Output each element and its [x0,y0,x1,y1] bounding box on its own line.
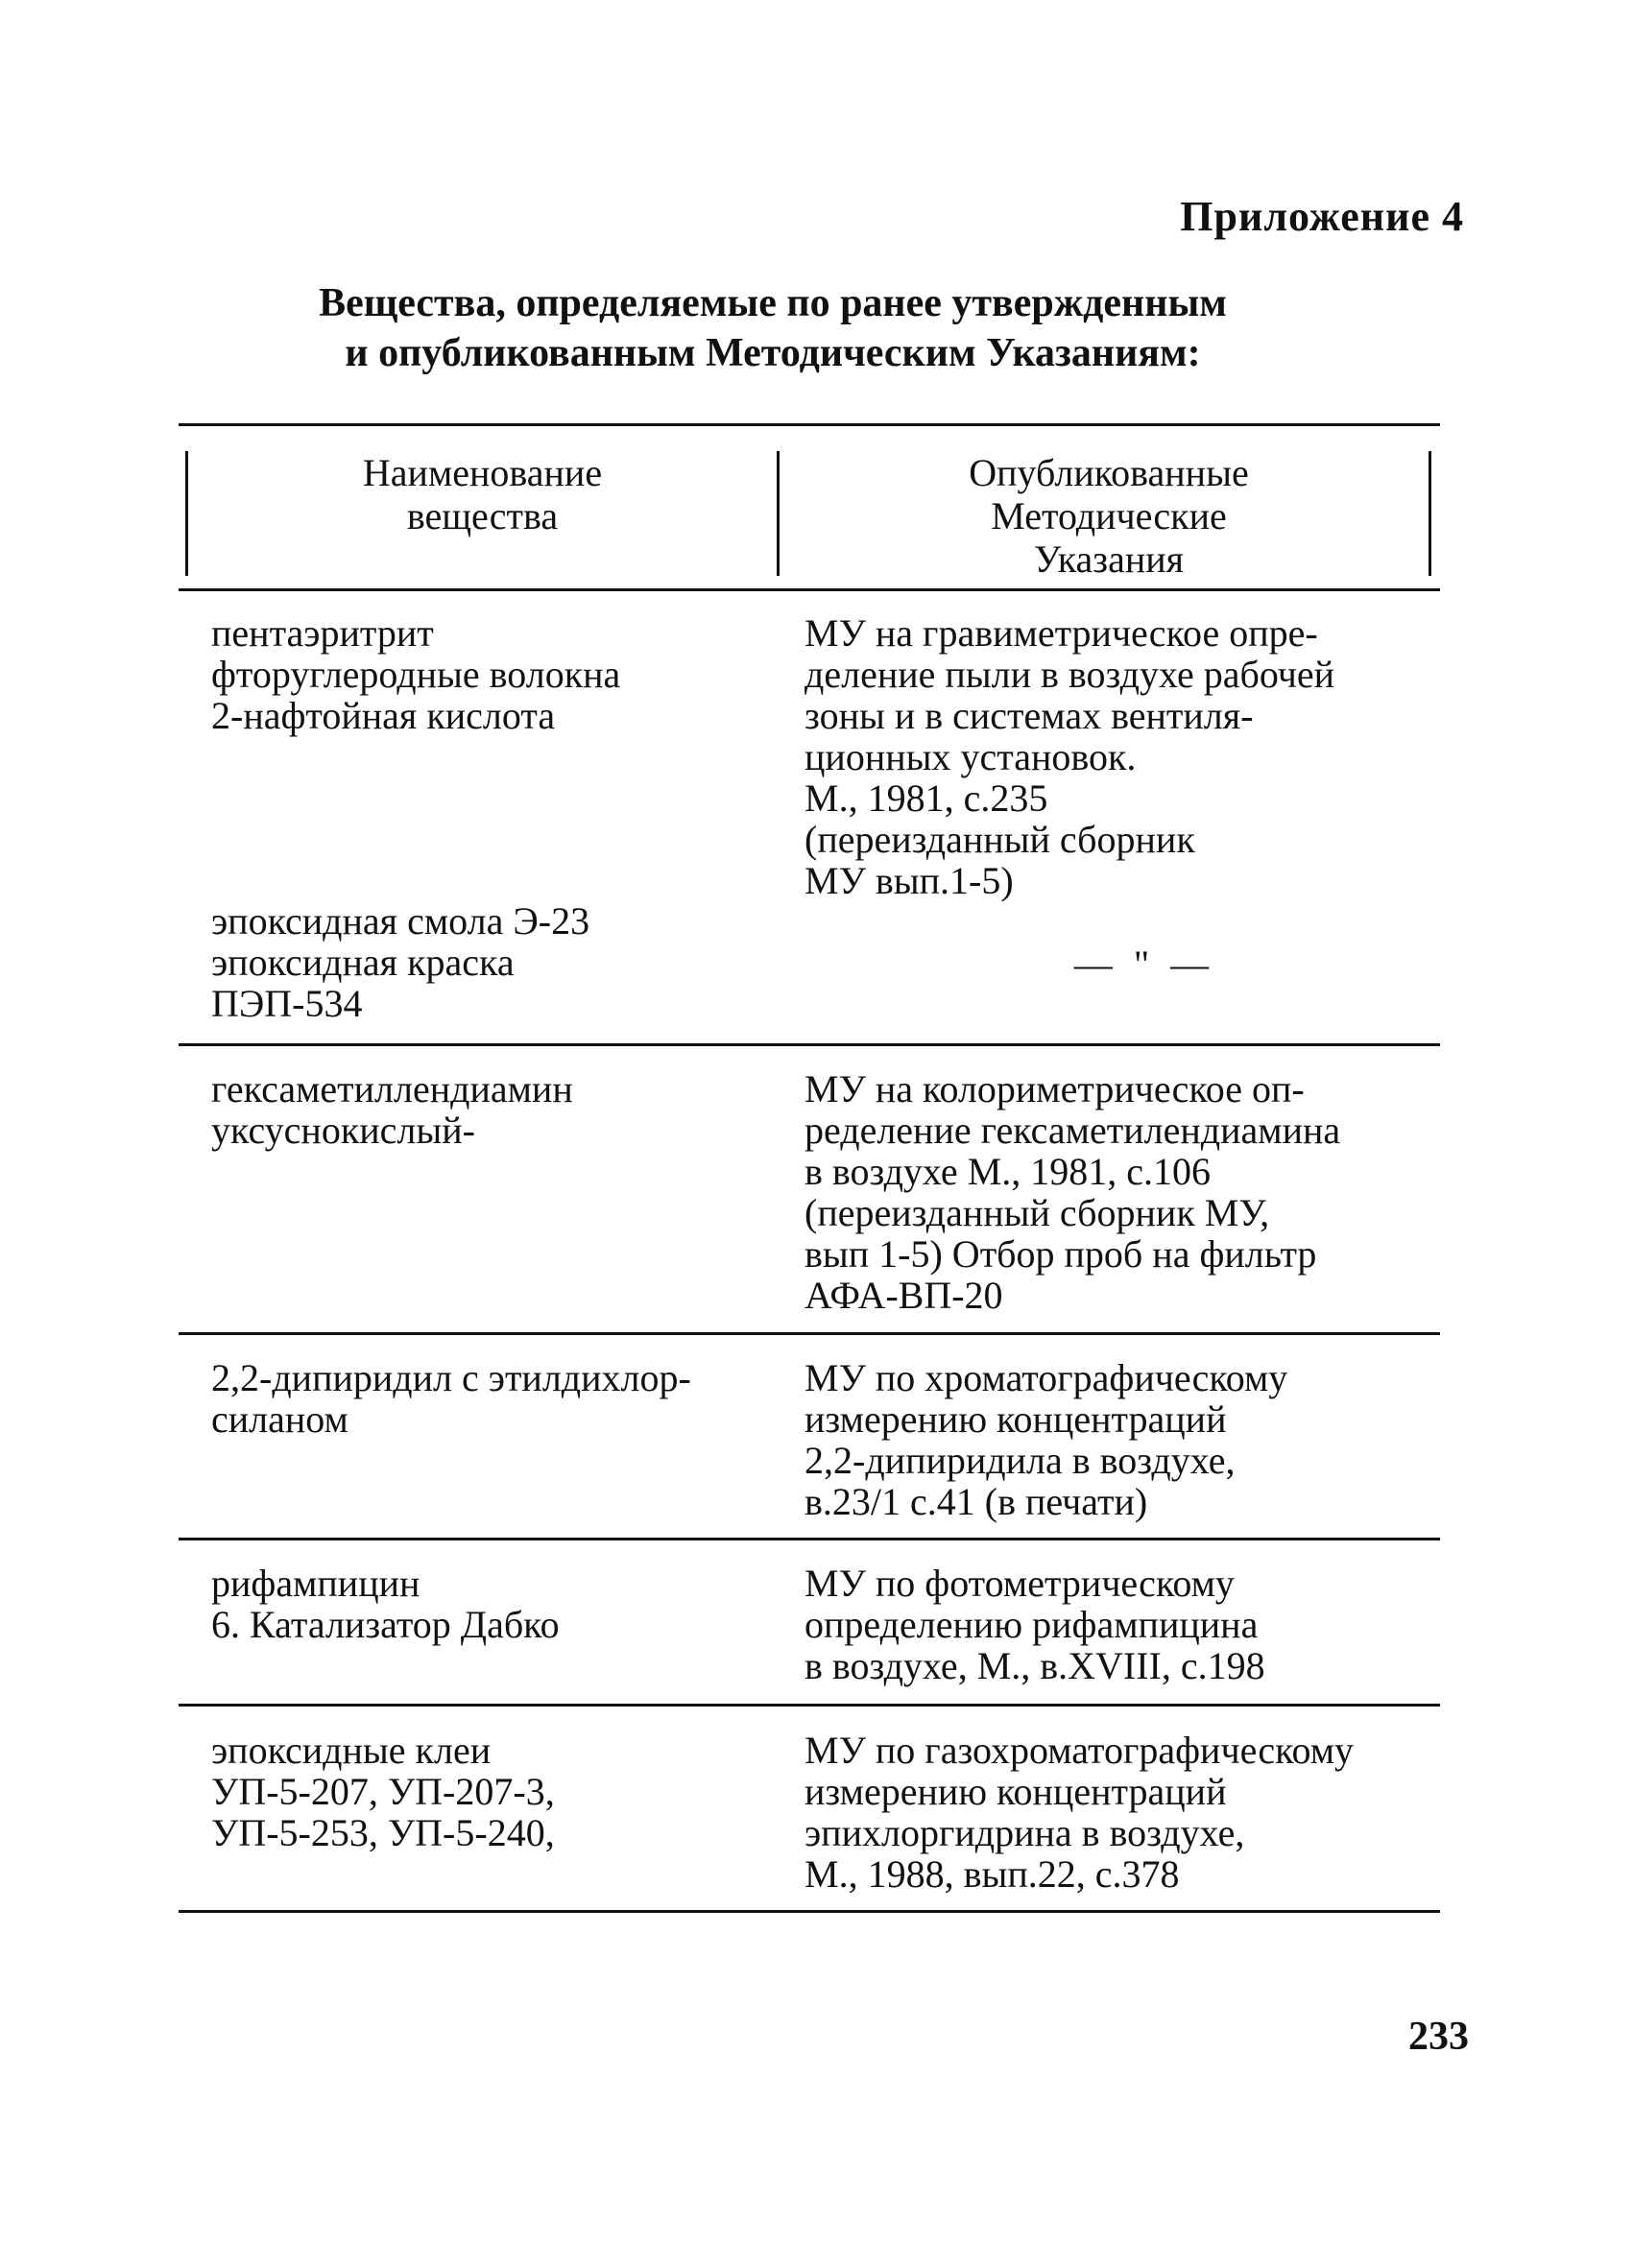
header-middle-bar [777,451,780,576]
row-divider [179,1043,1440,1046]
row-4-method [804,1563,1457,1686]
method-line: МУ по хроматографическому [804,1356,1288,1399]
row-3-method [804,1357,1457,1522]
row-1-substances [211,612,768,736]
row-1-method [804,612,1457,901]
method-line: деление пыли в воздухе рабочей [804,653,1335,696]
substance-line: УП-5-207, УП-207-3, [211,1770,555,1813]
method-line: измерению концентраций [804,1770,1227,1813]
title-line-1: Вещества, определяемые по ранее утвержденным [319,281,1227,325]
title-line-2: и опубликованным Методическим Указаниям: [345,331,1201,375]
page-title [221,278,1325,378]
method-line: (переизданный сборник МУ, [804,1191,1270,1234]
method-line: в воздухе М., 1981, с.106 [804,1150,1212,1193]
substance-line: уксуснокислый- [211,1109,475,1152]
method-line: определению рифампицина [804,1603,1259,1646]
method-line: 2,2-дипиридила в воздухе, [804,1439,1236,1482]
row-3-substances [211,1357,768,1440]
method-line: МУ по фотометрическому [804,1562,1235,1605]
substance-line: УП-5-253, УП-5-240, [211,1811,555,1854]
header-guidelines-line: Методические [991,494,1227,537]
header-right-bar [1429,451,1431,576]
method-line: зоны и в системах вентиля- [804,694,1254,737]
method-line: М., 1981, с.235 [804,776,1048,820]
method-line: (переизданный сборник [804,818,1195,861]
method-line: МУ на гравиметрическое опре- [804,611,1318,655]
table-top-rule [179,423,1440,426]
row-2-substances [211,1068,768,1151]
method-line: М., 1988, вып.22, с.378 [804,1852,1180,1896]
substance-line: 2,2-дипиридил с этилдихлор- [211,1356,691,1399]
row-1b-substances [211,900,768,1024]
method-line: МУ по газохроматографическому [804,1729,1355,1772]
header-substance-name [202,451,763,537]
substance-line: рифампицин [211,1562,420,1605]
substance-line: ПЭП-534 [211,982,363,1025]
header-left-bar [185,451,188,576]
method-line: эпихлоргидрина в воздухе, [804,1811,1245,1854]
header-guidelines-line: Опубликованные [969,451,1249,494]
method-line: МУ на колориметрическое оп- [804,1067,1305,1110]
method-line: МУ вып.1-5) [804,859,1014,902]
row-divider [179,1704,1440,1707]
method-line: измерению концентраций [804,1397,1227,1441]
header-substance-line: вещества [406,494,559,537]
header-published-guidelines [797,451,1421,581]
substance-line: эпоксидные клеи [211,1729,492,1772]
row-1b-method-ditto: — " — [1073,943,1215,986]
substance-line: силаном [211,1397,348,1441]
substance-line: фторуглеродные волокна [211,653,621,696]
row-2-method [804,1068,1457,1316]
header-substance-line: Наименование [362,451,603,494]
method-line: в воздухе, М., в.XVIII, с.198 [804,1644,1265,1687]
table-bottom-rule [179,1910,1440,1913]
row-5-substances [211,1730,768,1853]
header-bottom-rule [179,588,1440,591]
row-divider [179,1538,1440,1540]
substance-line: 6. Катализатор Дабко [211,1603,560,1646]
substance-line: эпоксидная смола Э-23 [211,899,590,943]
method-line: в.23/1 с.41 (в печати) [804,1480,1148,1523]
row-4-substances [211,1563,768,1645]
appendix-label: Приложение 4 [1180,193,1464,240]
row-divider [179,1332,1440,1335]
method-line: АФА-ВП-20 [804,1274,1003,1317]
method-line: вып 1-5) Отбор проб на фильтр [804,1232,1317,1276]
method-line: ционных установок. [804,735,1137,778]
substance-line: 2-нафтойная кислота [211,694,556,737]
page-number: 233 [1408,2015,1469,2059]
substance-line: пентаэритрит [211,611,434,655]
method-line: ределение гексаметилендиамина [804,1109,1341,1152]
header-guidelines-line: Указания [1033,537,1185,581]
row-5-method [804,1730,1457,1895]
substance-line: эпоксидная краска [211,941,515,984]
substance-line: гексаметиллендиамин [211,1067,573,1110]
